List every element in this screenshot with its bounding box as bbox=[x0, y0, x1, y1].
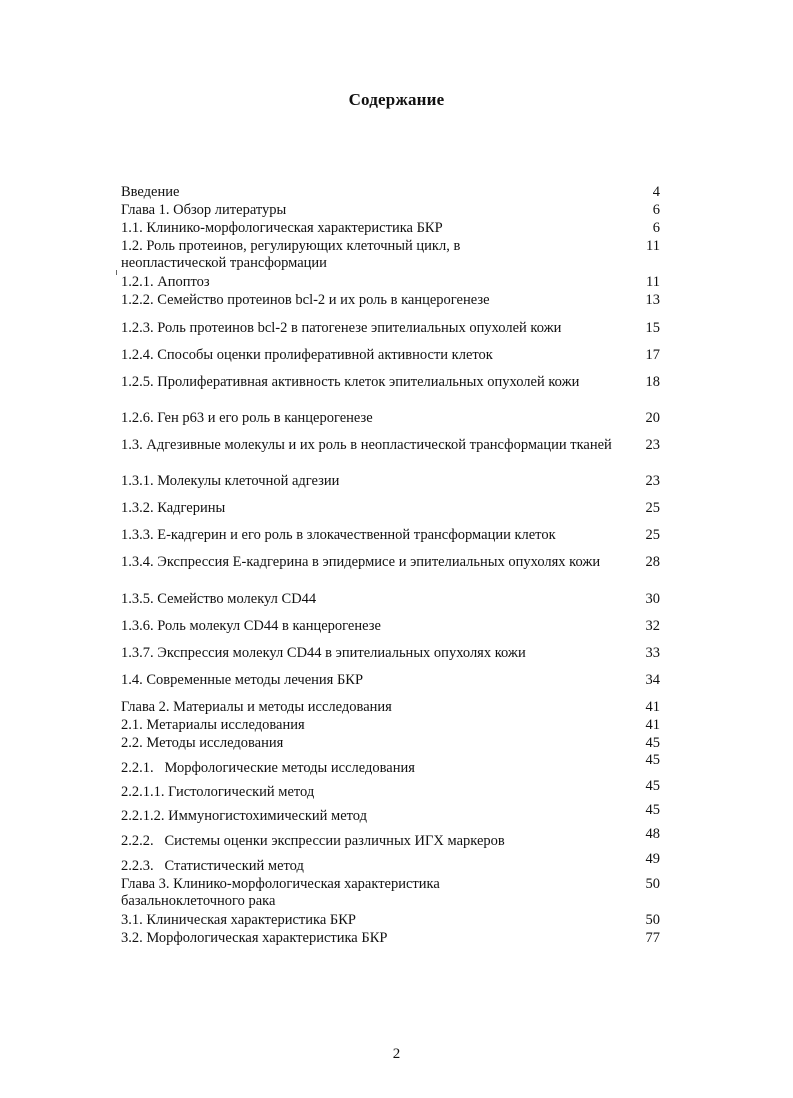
toc-entry-page: 45 bbox=[645, 752, 660, 768]
toc-entry-title: 2.2.1.2. Иммуногистохимический метод bbox=[121, 808, 368, 824]
toc-entry-page: 13 bbox=[645, 292, 660, 308]
toc-entry-title: 3.2. Морфологическая характеристика БКР bbox=[121, 930, 388, 946]
toc-entry-title: 1.2.3. Роль протеинов bcl-2 в патогенезе эпителиальных опухолей кожи bbox=[121, 320, 562, 336]
toc-entry-page: 32 bbox=[645, 618, 660, 634]
toc-entry-page: 11 bbox=[646, 238, 660, 254]
toc-entry-title: 1.2.5. Пролиферативная активность клеток эпителиальных опухолей кожи bbox=[121, 374, 580, 390]
toc-entry-title: 2.1. Метариалы исследования bbox=[121, 717, 305, 733]
toc-entry-page: 25 bbox=[645, 500, 660, 516]
toc-entry-title: 1.3.5. Семейство молекул CD44 bbox=[121, 591, 317, 607]
toc-entry-title: Глава 2. Материалы и методы исследования bbox=[121, 699, 392, 715]
toc-entry-page: 45 bbox=[645, 778, 660, 794]
toc-entry-title: 2.2. Методы исследования bbox=[121, 735, 284, 751]
toc-entry-page: 28 bbox=[645, 554, 660, 570]
toc-entry-title: 1.2.4. Способы оценки пролиферативной активности клеток bbox=[121, 347, 493, 363]
toc-entry-title: 2.2.2. Системы оценки экспрессии различных ИГХ маркеров bbox=[121, 833, 505, 849]
toc-entry-title: 1.3.3. Е-кадгерин и его роль в злокачественной трансформации клеток bbox=[121, 527, 556, 543]
toc-entry-title: Введение bbox=[121, 184, 180, 200]
toc-entry-page: 50 bbox=[645, 912, 660, 928]
toc-entry-page: 30 bbox=[645, 591, 660, 607]
toc-entry-page: 23 bbox=[645, 437, 660, 453]
toc-entry-page: 50 bbox=[645, 876, 660, 892]
toc-entry-title: 2.2.1. Морфологические методы исследования bbox=[121, 760, 415, 776]
toc-entry-page: 4 bbox=[652, 184, 660, 200]
toc-entry-title: 1.4. Современные методы лечения БКР bbox=[121, 672, 364, 688]
toc-entry-title: 1.2.2. Семейство протеинов bcl-2 и их роль в канцерогенезе bbox=[121, 292, 490, 308]
toc-entry-page: 11 bbox=[646, 274, 660, 290]
toc-entry-page: 41 bbox=[645, 717, 660, 733]
toc-entry-page: 33 bbox=[645, 645, 660, 661]
toc-entry-page: 20 bbox=[645, 410, 660, 426]
toc-entry-page: 17 bbox=[645, 347, 660, 363]
toc-entry-title: Глава 3. Клинико-морфологическая характеристика базальноклеточного рака bbox=[121, 876, 440, 909]
toc-entry-page: 6 bbox=[652, 202, 660, 218]
toc-entry-title: 1.3.2. Кадгерины bbox=[121, 500, 226, 516]
toc-entry-title: 1.3.7. Экспрессия молекул CD44 в эпителиальных опухолях кожи bbox=[121, 645, 526, 661]
toc-entry-title: 1.3.6. Роль молекул CD44 в канцерогенезе bbox=[121, 618, 381, 634]
toc-entry-page: 45 bbox=[645, 802, 660, 818]
toc-entry-page: 34 bbox=[645, 672, 660, 688]
toc-entry-page: 77 bbox=[645, 930, 660, 946]
toc-entry-page: 23 bbox=[645, 473, 660, 489]
toc-entry-title: 3.1. Клиническая характеристика БКР bbox=[121, 912, 356, 928]
toc-entry-page: 48 bbox=[645, 826, 660, 842]
toc-entry-title: 1.2.6. Ген р63 и его роль в канцерогенезе bbox=[121, 410, 373, 426]
toc-entry-title: 1.3.4. Экспрессия Е-кадгерина в эпидермисе и эпителиальных опухолях кожи bbox=[121, 554, 601, 570]
toc-entry-title: 1.2. Роль протеинов, регулирующих клеточный цикл, в неопластической трансформации bbox=[121, 238, 461, 271]
toc-entry-title: 2.2.1.1. Гистологический метод bbox=[121, 784, 315, 800]
toc-entry-title: 2.2.3. Статистический метод bbox=[121, 858, 304, 874]
toc-entry-title: 1.3.1. Молекулы клеточной адгезии bbox=[121, 473, 340, 489]
page-title: Содержание bbox=[348, 90, 445, 109]
toc-entry-page: 6 bbox=[652, 220, 660, 236]
scan-mark bbox=[116, 270, 117, 275]
toc-entry-page: 15 bbox=[645, 320, 660, 336]
toc-entry-title: Глава 1. Обзор литературы bbox=[121, 202, 287, 218]
toc-entry-title: 1.2.1. Апоптоз bbox=[121, 274, 210, 290]
toc-entry-title: 1.3. Адгезивные молекулы и их роль в неопластической трансформации тканей bbox=[121, 437, 612, 453]
toc-entry-page: 45 bbox=[645, 735, 660, 751]
toc-entry-page: 41 bbox=[645, 699, 660, 715]
toc-entry-title: 1.1. Клинико-морфологическая характеристика БКР bbox=[121, 220, 443, 236]
toc-entry-page: 18 bbox=[645, 374, 660, 390]
toc-entry-page: 49 bbox=[645, 851, 660, 867]
page-number: 2 bbox=[392, 1046, 401, 1062]
toc-entry-page: 25 bbox=[645, 527, 660, 543]
